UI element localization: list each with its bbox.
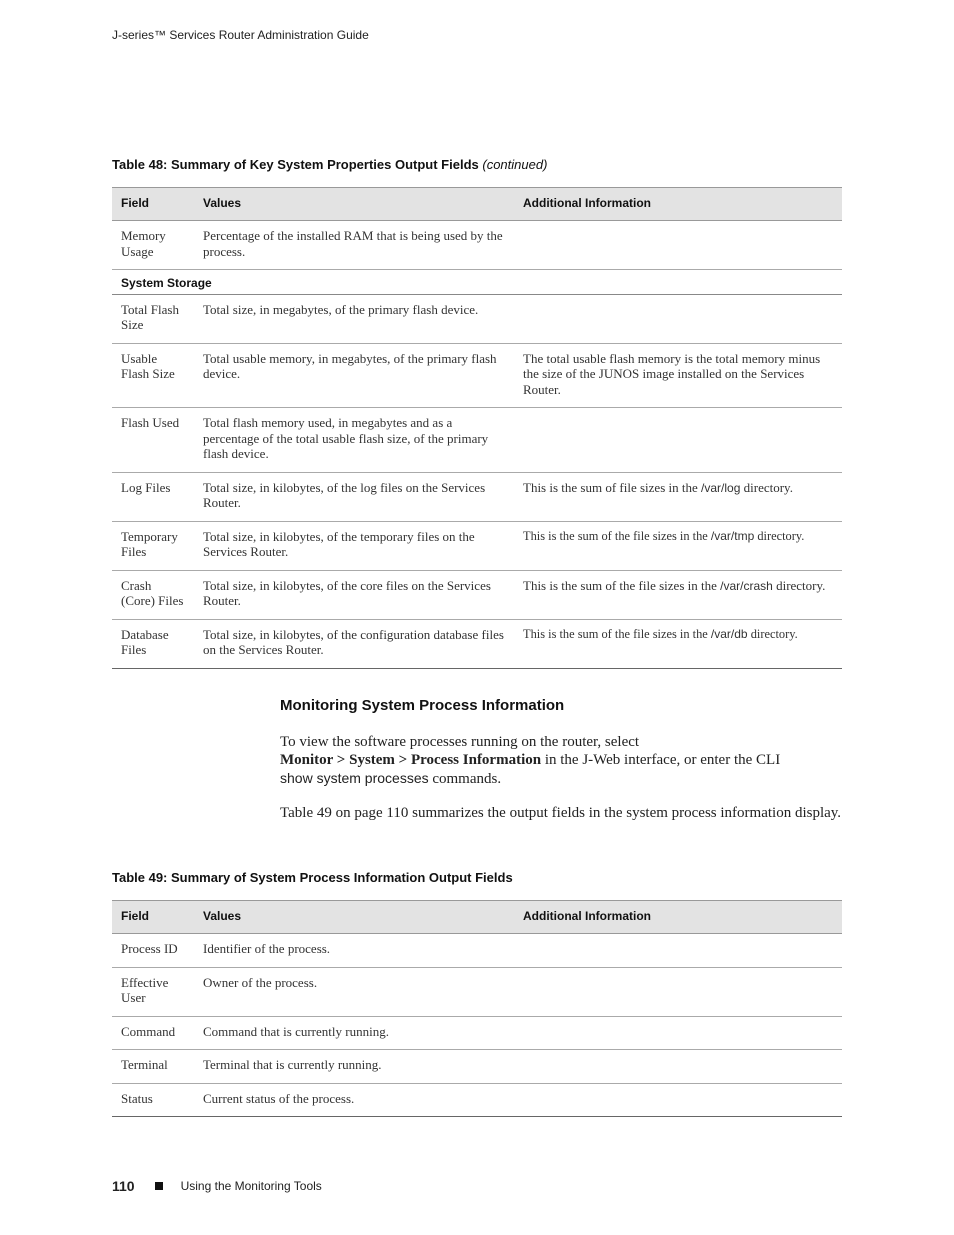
info-cell: [514, 472, 842, 521]
field-cell: Command: [112, 1016, 194, 1050]
info-text: This is the sum of the file sizes in the: [523, 577, 721, 593]
column-header-field: Field: [112, 901, 194, 934]
column-header-additional-information: Additional Information: [514, 188, 842, 221]
directory-path: /var/db: [710, 626, 748, 641]
column-header-values: Values: [194, 188, 514, 221]
square-bullet-icon: [155, 1182, 163, 1190]
field-cell: Process ID: [112, 934, 194, 968]
values-cell: Total size, in kilobytes, of the temporary files on the Services Router.: [194, 521, 514, 570]
info-cell: [514, 570, 842, 619]
table-header-row: [112, 188, 842, 221]
values-cell: Owner of the process.: [194, 967, 514, 1016]
table-49-caption: Table 49: Summary of System Process Information Output Fields: [112, 870, 513, 885]
info-cell: [514, 1016, 842, 1050]
table-48: [112, 187, 842, 669]
paragraph-text: commands.: [428, 771, 502, 787]
page-footer: [112, 1178, 322, 1194]
field-cell: Temporary Files: [112, 521, 194, 570]
directory-path: /var/tmp: [710, 528, 755, 543]
table-row: [112, 472, 842, 521]
info-cell: [514, 934, 842, 968]
table-row: [112, 408, 842, 473]
table-row: [112, 967, 842, 1016]
menu-path: Monitor > System > Process Information: [280, 752, 542, 768]
running-head: J-series™ Services Router Administration Guide: [112, 28, 369, 42]
table-48-caption-text: Table 48: Summary of Key System Properties Output Fields: [112, 157, 479, 172]
paragraph-table-reference: Table 49 on page 110 summarizes the output fields in the system process information display.: [280, 805, 842, 821]
table-48-caption-suffix: (continued): [482, 157, 548, 172]
table-header-row: [112, 901, 842, 934]
footer-section-title: Using the Monitoring Tools: [180, 1179, 322, 1193]
section-row: [112, 270, 842, 295]
info-cell: [514, 1083, 842, 1117]
info-cell: [514, 521, 842, 570]
table-49: [112, 900, 842, 1117]
paragraph-text: in the J-Web interface, or enter the CLI: [541, 752, 781, 768]
info-cell: [514, 967, 842, 1016]
values-cell: Total flash memory used, in megabytes and as a percentage of the total usable flash size, of the primary flash device.: [194, 408, 514, 473]
table-row: [112, 1016, 842, 1050]
page-number: 110: [112, 1178, 135, 1194]
directory-path: /var/crash: [720, 578, 773, 593]
field-cell: Effective User: [112, 967, 194, 1016]
table-row: [112, 521, 842, 570]
info-text: directory.: [740, 479, 793, 495]
table-row: [112, 343, 842, 408]
directory-path: /var/log: [701, 480, 741, 495]
info-text: This is the sum of the file sizes in the: [523, 626, 711, 641]
table-row: [112, 619, 842, 668]
info-cell: [514, 294, 842, 343]
field-cell: Crash (Core) Files: [112, 570, 194, 619]
column-header-field: Field: [112, 188, 194, 221]
field-cell: Total Flash Size: [112, 294, 194, 343]
values-cell: Total size, in kilobytes, of the log files on the Services Router.: [194, 472, 514, 521]
table-row: [112, 934, 842, 968]
field-cell: Status: [112, 1083, 194, 1117]
field-cell: Usable Flash Size: [112, 343, 194, 408]
info-text: directory.: [747, 626, 798, 641]
table-row: [112, 294, 842, 343]
values-cell: Total size, in kilobytes, of the core files on the Services Router.: [194, 570, 514, 619]
field-cell: Flash Used: [112, 408, 194, 473]
field-cell: Terminal: [112, 1050, 194, 1084]
info-cell: The total usable flash memory is the total memory minus the size of the JUNOS image installed on the Services Router.: [514, 343, 842, 408]
values-cell: Total usable memory, in megabytes, of the primary flash device.: [194, 343, 514, 408]
table-48-caption: [112, 157, 547, 172]
info-cell: [514, 619, 842, 668]
field-cell: Memory Usage: [112, 221, 194, 270]
info-text: directory.: [772, 577, 826, 593]
info-text: This is the sum of file sizes in the: [523, 479, 702, 495]
info-text: This is the sum of the file sizes in the: [523, 528, 711, 543]
values-cell: Command that is currently running.: [194, 1016, 514, 1050]
values-cell: Current status of the process.: [194, 1083, 514, 1117]
values-cell: Percentage of the installed RAM that is being used by the process.: [194, 221, 514, 270]
field-cell: Database Files: [112, 619, 194, 668]
values-cell: Terminal that is currently running.: [194, 1050, 514, 1084]
table-row: [112, 1050, 842, 1084]
values-cell: Identifier of the process.: [194, 934, 514, 968]
field-cell: Log Files: [112, 472, 194, 521]
info-cell: [514, 221, 842, 270]
column-header-additional-information: Additional Information: [514, 901, 842, 934]
section-label: System Storage: [112, 270, 842, 295]
values-cell: Total size, in kilobytes, of the configuration database files on the Services Router.: [194, 619, 514, 668]
section-heading: Monitoring System Process Information: [280, 697, 565, 714]
table-row: [112, 570, 842, 619]
paragraph-instructions: [280, 733, 845, 788]
table-row: [112, 1083, 842, 1117]
cli-command: show system processes: [280, 770, 429, 786]
info-text: directory.: [754, 528, 805, 543]
column-header-values: Values: [194, 901, 514, 934]
table-row: [112, 221, 842, 270]
info-cell: [514, 1050, 842, 1084]
info-cell: [514, 408, 842, 473]
values-cell: Total size, in megabytes, of the primary flash device.: [194, 294, 514, 343]
paragraph-text: To view the software processes running on the router, select: [280, 734, 640, 750]
